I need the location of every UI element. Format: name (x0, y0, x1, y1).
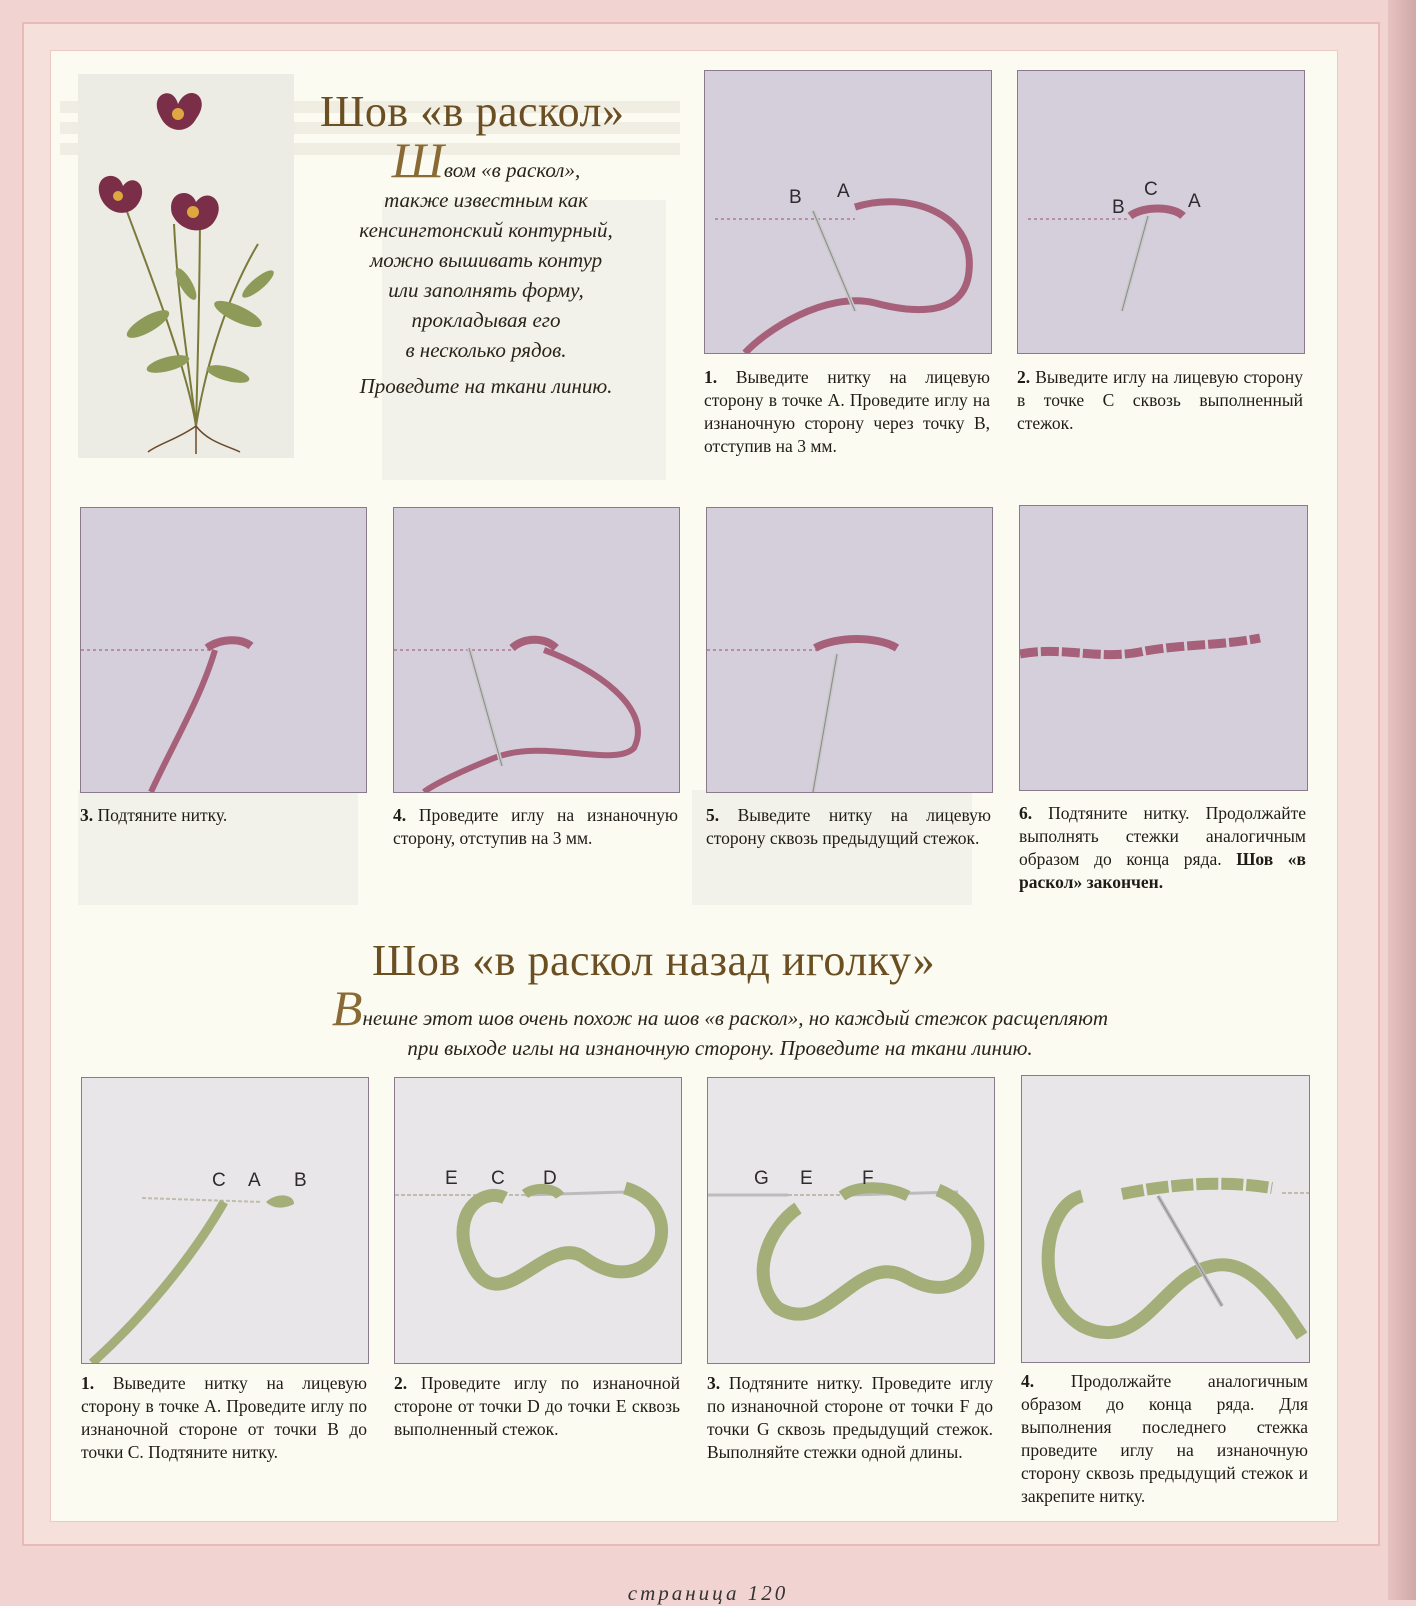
page-number: страница 120 (627, 1581, 789, 1605)
intro-line: кенсингтонский контурный, (359, 218, 613, 242)
step-photo-4 (393, 507, 680, 793)
step-photo-b2 (394, 1077, 682, 1364)
intro-line: нешне этот шов очень похож на шов «в раскол», но каждый стежок расщепляют (362, 1006, 1109, 1030)
intro-line: в несколько рядов. (405, 338, 567, 362)
point-label: G (754, 1168, 769, 1189)
intro-line: или заполнять форму, (388, 278, 584, 302)
pasqueflower-illustration (78, 74, 294, 458)
point-label: A (837, 181, 850, 202)
step-photo-2 (1017, 70, 1305, 354)
point-label: F (862, 1168, 874, 1189)
step-photo-b1 (81, 1077, 369, 1364)
intro-line: Проведите на ткани линию. (359, 374, 613, 398)
step-caption-3: 3. Подтяните нитку. (80, 805, 228, 825)
step-caption-b4: 4. Продолжайте аналогичным образом до конца ряда. Для выполнения последнего стежка проведите иглу на изнаночную сторону сквозь предыдущий стежок и закрепите нитку. (1021, 1371, 1308, 1506)
step-photo-3 (80, 507, 367, 793)
step-caption-1: 1. Выведите нитку на лицевую сторону в точке А. Проведите иглу на изнаночную сторону через точку В, отступив на 3 мм. (704, 367, 991, 456)
section2-title: Шов «в раскол назад иголку» (372, 936, 936, 985)
intro-line: можно вышивать контур (369, 248, 603, 272)
step-photo-6 (1019, 505, 1308, 791)
point-label: E (445, 1168, 458, 1189)
step-caption-b3: 3. Подтяните нитку. Проведите иглу по изнаночной стороне от точки F до точки G сквозь предыдущий стежок. Выполняйте стежки одной длины. (707, 1373, 993, 1462)
point-label: B (789, 187, 802, 208)
step-caption-6: 6. Подтяните нитку. Продолжайте выполнять стежки аналогичным образом до конца ряда. Шов «в раскол» закончен. (1019, 803, 1306, 892)
step-photo-b4 (1021, 1075, 1310, 1363)
point-label: A (1188, 191, 1201, 212)
point-label: C (1144, 179, 1158, 200)
section1-intro (326, 132, 646, 401)
intro-line: прокладывая его (411, 308, 561, 332)
step-photo-b3 (707, 1077, 995, 1364)
step-caption-4: 4. Проведите иглу на изнаночную сторону, отступив на 3 мм. (393, 805, 679, 848)
step-photo-1 (704, 70, 992, 354)
step-caption-2: 2. Выведите иглу на лицевую сторону в точке С сквозь выполненный стежок. (1017, 367, 1303, 433)
step-caption-5: 5. Выведите нитку на лицевую сторону сквозь предыдущий стежок. (706, 805, 992, 848)
book-edge (1388, 0, 1416, 1600)
step-caption-b2: 2. Проведите иглу по изнаночной стороне от точки D до точки Е сквозь выполненный стежок. (394, 1373, 680, 1439)
section1-title: Шов «в раскол» (320, 87, 625, 136)
point-label: B (294, 1170, 307, 1191)
section2-intro (220, 980, 1220, 1063)
intro-line: при выходе иглы на изнаночную сторону. Проведите на ткани линию. (407, 1036, 1033, 1060)
point-label: E (800, 1168, 813, 1189)
dropcap: В (331, 980, 363, 1036)
intro-line: также известным как (384, 188, 588, 212)
step-photo-5 (706, 507, 993, 793)
intro-line: вом «в раскол», (443, 158, 581, 182)
point-label: C (212, 1170, 226, 1191)
point-label: A (248, 1170, 261, 1191)
point-label: C (491, 1168, 505, 1189)
point-label: B (1112, 197, 1125, 218)
point-label: D (543, 1168, 557, 1189)
step-caption-b1: 1. Выведите нитку на лицевую сторону в точке А. Проведите иглу по изнаночной стороне от точки В до точки С. Подтяните нитку. (81, 1373, 368, 1462)
dropcap: Ш (391, 132, 444, 188)
